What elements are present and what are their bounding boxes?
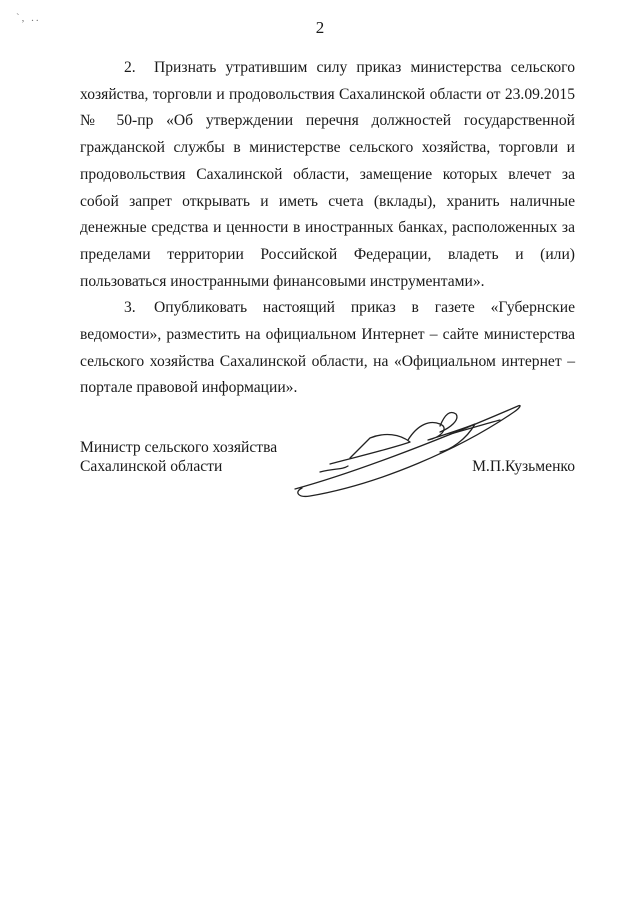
signatory-title-line: Министр сельского хозяйства xyxy=(80,439,278,456)
handwritten-signature xyxy=(290,394,530,504)
page-number: 2 xyxy=(315,18,325,37)
paragraph-2 xyxy=(80,55,575,295)
paragraph-number: 3. xyxy=(124,299,136,317)
paragraph-3 xyxy=(80,295,575,402)
document-body xyxy=(80,55,575,402)
signatory-title-line: Сахалинской области xyxy=(80,458,223,475)
paragraph-number: 2. xyxy=(124,59,136,76)
scan-specks: `, .. xyxy=(16,12,41,24)
signature-block xyxy=(80,438,575,508)
paragraph-text: Признать утратившим силу приказ министерства сельского хозяйства, торговли и продовольствия Сахалинской области от 23.09.2015 № 50-пр «Об утверждении перечня должностей государственной гражданской службы в министерстве сельского хозяйства, торговли и продовольствия Сахалинской области, замещение которых влечет за собой запрет открывать и иметь счета (вклады), хранить наличные денежные средства и ценности в иностранных банках, расположенных за пределами территории Российской Федерации, владеть и (или) пользоваться иностранными финансовыми инструментами». xyxy=(80,59,575,290)
paragraph-text: Опубликовать настоящий приказ в газете «Губернские ведомости», разместить на официальном Интернет – сайте министерства сельского хозяйства Сахалинской области, на «Официальном интернет – портале правовой информации». xyxy=(80,299,575,397)
signatory-title xyxy=(80,438,277,476)
signatory-name: М.П.Кузьменко xyxy=(472,458,575,475)
